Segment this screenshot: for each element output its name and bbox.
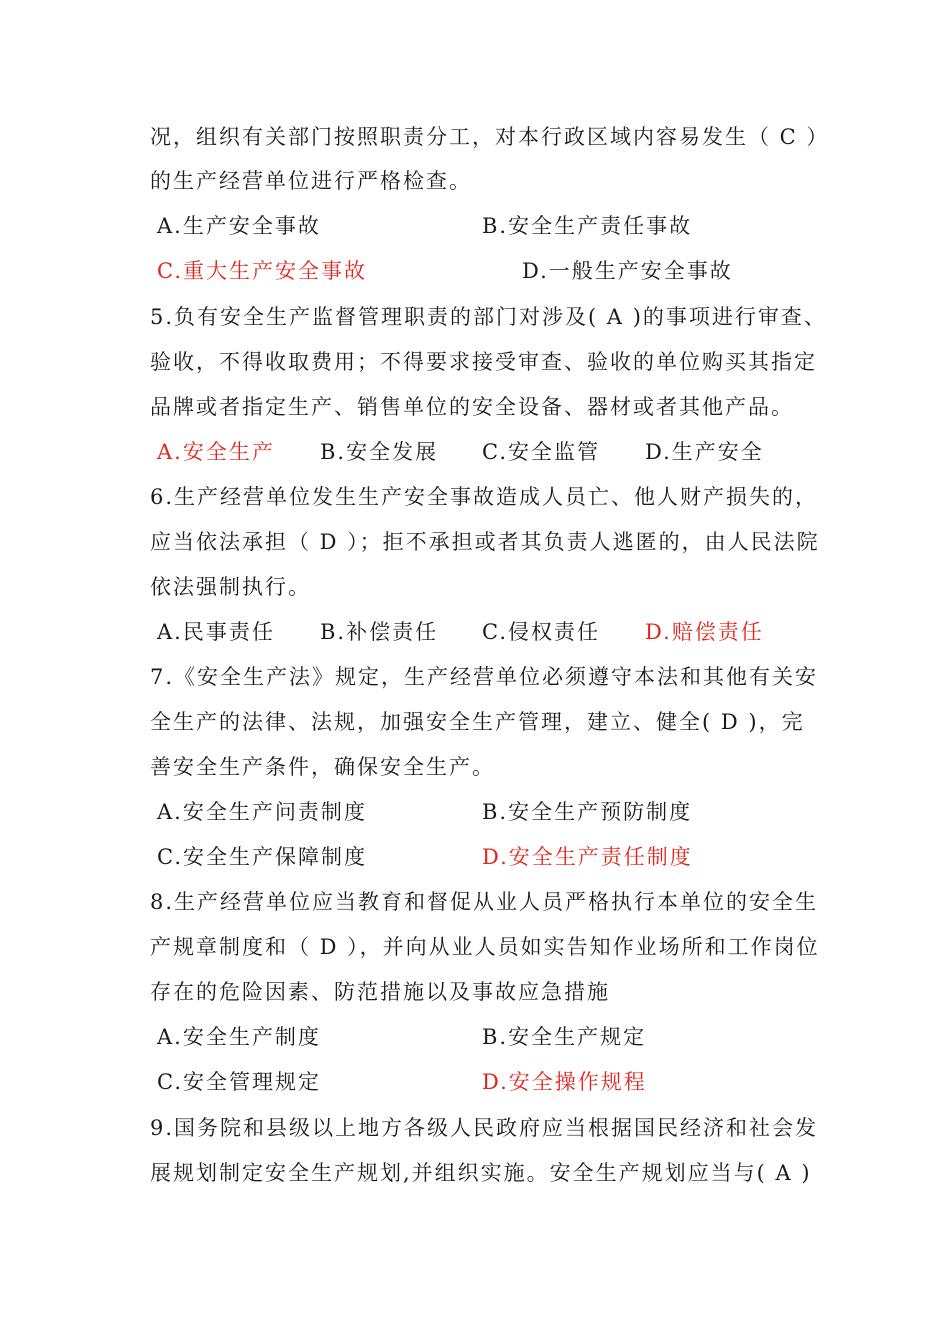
q5-option-b: B.安全发展: [320, 440, 439, 464]
q8-text-line-1: 8.生产经营单位应当教育和督促从业人员严格执行本单位的安全生: [150, 890, 819, 914]
q6-option-a: A.民事责任: [157, 620, 275, 644]
q4-text-line-2: 的生产经营单位进行严格检查。: [150, 169, 472, 193]
q5-text-line-3: 品牌或者指定生产、销售单位的安全设备、器材或者其他产品。: [150, 395, 794, 419]
q8-option-c: C.安全管理规定: [157, 1070, 321, 1094]
q4-option-a: A.生产安全事故: [157, 214, 321, 238]
q8-option-a: A.安全生产制度: [157, 1025, 321, 1049]
q4-option-c-answer: C.重大生产安全事故: [157, 259, 367, 283]
q6-text-line-1: 6.生产经营单位发生生产安全事故造成人员亡、他人财产损失的，: [150, 485, 819, 509]
q7-option-d-answer: D.安全生产责任制度: [482, 845, 693, 869]
q6-text-line-2: 应当依法承担（ D ）；拒不承担或者其负责人逃匿的，由人民法院: [150, 530, 820, 554]
q9-text-line-2: 展规划制定安全生产规划,并组织实施。安全生产规划应当与( A ): [150, 1161, 812, 1185]
q7-option-b: B.安全生产预防制度: [482, 800, 693, 824]
q6-text-line-3: 依法强制执行。: [150, 575, 311, 599]
q6-option-b: B.补偿责任: [320, 620, 439, 644]
q4-option-d: D.一般生产安全事故: [522, 259, 733, 283]
q5-option-a-answer: A.安全生产: [157, 440, 275, 464]
q7-option-c: C.安全生产保障制度: [157, 845, 367, 869]
q7-text-line-2: 全生产的法律、法规，加强安全生产管理，建立、健全( D )，完: [150, 710, 805, 734]
q4-option-b: B.安全生产责任事故: [482, 214, 693, 238]
q6-option-c: C.侵权责任: [482, 620, 600, 644]
q5-text-line-2: 验收，不得收取费用；不得要求接受审查、验收的单位购买其指定: [150, 350, 817, 374]
q6-option-d-answer: D.赔偿责任: [645, 620, 764, 644]
q7-option-a: A.安全生产问责制度: [157, 800, 367, 824]
q5-text-line-1: 5.负有安全生产监督管理职责的部门对涉及( A )的事项进行审查、: [150, 305, 827, 329]
q7-text-line-3: 善安全生产条件，确保安全生产。: [150, 755, 495, 779]
q8-option-b: B.安全生产规定: [482, 1025, 647, 1049]
q8-text-line-3: 存在的危险因素、防范措施以及事故应急措施: [150, 980, 610, 1004]
q9-text-line-1: 9.国务院和县级以上地方各级人民政府应当根据国民经济和社会发: [150, 1116, 819, 1140]
q7-text-line-1: 7.《安全生产法》规定，生产经营单位必须遵守本法和其他有关安: [150, 665, 819, 689]
q8-text-line-2: 产规章制度和（ D ），并向从业人员如实告知作业场所和工作岗位: [150, 935, 820, 959]
q5-option-c: C.安全监管: [482, 440, 600, 464]
q8-option-d-answer: D.安全操作规程: [482, 1070, 647, 1094]
q5-option-d: D.生产安全: [645, 440, 764, 464]
q4-text-line-1: 况，组织有关部门按照职责分工，对本行政区域内容易发生（ C ）: [150, 125, 830, 149]
